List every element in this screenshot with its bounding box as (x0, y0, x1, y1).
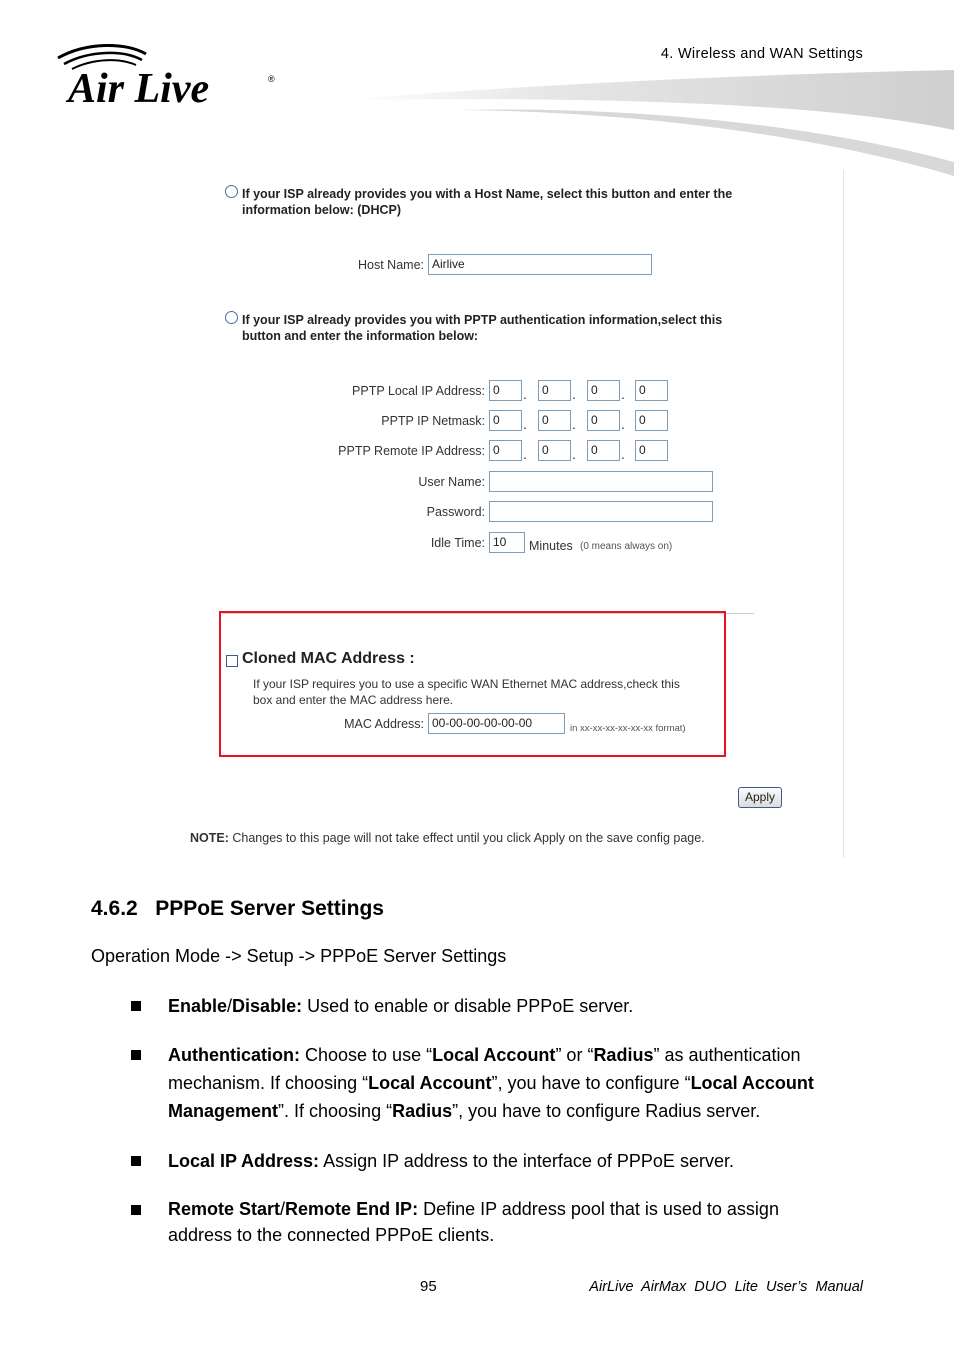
bullet-authentication (168, 1041, 868, 1125)
mac-format-hint: in xx-xx-xx-xx-xx-xx format) (570, 723, 686, 734)
pptp-remote-ip-octet-3[interactable]: 0 (587, 440, 620, 461)
chapter-header: 4. Wireless and WAN Settings (660, 46, 863, 62)
bullet-local-ip (168, 1147, 734, 1175)
screenshot-border (843, 170, 844, 858)
header-swoosh (340, 66, 954, 182)
ip-dot: . (621, 386, 625, 402)
pptp-netmask-octet-2[interactable]: 0 (538, 410, 571, 431)
pptp-local-ip-octet-1[interactable]: 0 (489, 380, 522, 401)
bullet-text: ” or “ (555, 1045, 594, 1065)
remote-line-1 (168, 1196, 868, 1222)
ip-dot: . (572, 416, 576, 432)
apply-button[interactable]: Apply (738, 787, 782, 808)
ip-dot: . (523, 446, 527, 462)
bullet-icon (131, 1050, 141, 1060)
cloned-mac-checkbox[interactable] (226, 655, 238, 667)
svg-text:Air Live: Air Live (68, 66, 210, 108)
pptp-local-ip-octet-4[interactable]: 0 (635, 380, 668, 401)
section-heading: 4.6.2 PPPoE Server Settings (91, 897, 384, 920)
cloned-mac-description (253, 676, 680, 708)
manual-title: AirLive AirMax DUO Lite User’s Manual (589, 1279, 863, 1295)
remote-line-2: address to the connected PPPoE clients. (168, 1225, 495, 1245)
slash: / (280, 1199, 286, 1219)
term-local-ip: Local IP Address: (168, 1151, 320, 1171)
cloned-mac-title: Cloned MAC Address : (242, 650, 415, 667)
auth-line-1 (168, 1041, 868, 1069)
minutes-hint: (0 means always on) (580, 541, 673, 552)
pptp-description (242, 312, 722, 344)
svg-text:®: ® (268, 74, 275, 84)
bullet-text: ”, you have to configure Radius server. (452, 1101, 761, 1121)
bullet-text: Define IP address pool that is used to assign (418, 1199, 779, 1219)
ip-dot: . (572, 386, 576, 402)
pptp-netmask-octet-3[interactable]: 0 (587, 410, 620, 431)
bullet-icon (131, 1001, 141, 1011)
password-label: Password: (426, 505, 485, 519)
operation-path: Operation Mode -> Setup -> PPPoE Server Settings (91, 946, 507, 966)
ip-dot: . (572, 446, 576, 462)
dhcp-description (242, 186, 732, 218)
bullet-text: Choose to use “ (300, 1045, 433, 1065)
pptp-text-line2: button and enter the information below: (242, 329, 479, 343)
term-remote-end: Remote End IP: (285, 1199, 419, 1219)
term-enable: Enable (168, 996, 228, 1016)
bullet-text: ” as authentication (653, 1045, 801, 1065)
bullet-icon (131, 1156, 141, 1166)
bullet-text: mechanism. If choosing “ (168, 1073, 369, 1093)
bullet-text: ”, you have to configure “ (491, 1073, 691, 1093)
bullet-remote-ip (168, 1196, 868, 1248)
bullet-text: Used to enable or disable PPPoE server. (302, 996, 634, 1016)
cloned-mac-desc-line1: If your ISP requires you to use a specific WAN Ethernet MAC address,check this (253, 677, 680, 691)
bullet-icon (131, 1205, 141, 1215)
slash: / (227, 996, 233, 1016)
bullet-text: ”. If choosing “ (278, 1101, 393, 1121)
pptp-local-ip-octet-2[interactable]: 0 (538, 380, 571, 401)
ip-dot: . (621, 446, 625, 462)
pptp-netmask-octet-4[interactable]: 0 (635, 410, 668, 431)
note-body: Changes to this page will not take effect until you click Apply on the save config page. (228, 831, 705, 845)
airlive-logo (56, 44, 286, 108)
auth-line-2 (168, 1069, 868, 1097)
mac-address-label: MAC Address: (344, 717, 424, 731)
bullet-text: Assign IP address to the interface of PPPoE server. (319, 1151, 734, 1171)
pptp-local-ip-label: PPTP Local IP Address: (352, 384, 485, 398)
term-local-account: Local Account (368, 1073, 492, 1093)
dhcp-text-line1: If your ISP already provides you with a Host Name, select this button and enter the (242, 187, 733, 201)
term-radius: Radius (392, 1101, 453, 1121)
ip-dot: . (523, 386, 527, 402)
note-text (190, 831, 705, 845)
host-name-input[interactable]: Airlive (428, 254, 652, 275)
term-radius: Radius (593, 1045, 654, 1065)
pptp-netmask-label: PPTP IP Netmask: (381, 414, 485, 428)
password-input[interactable] (489, 501, 713, 522)
mac-address-input[interactable]: 00-00-00-00-00-00 (428, 713, 565, 734)
user-name-input[interactable] (489, 471, 713, 492)
idle-time-label: Idle Time: (430, 536, 485, 550)
term-management: Management (168, 1101, 279, 1121)
auth-line-3 (168, 1097, 868, 1125)
dhcp-text-line2: information below: (DHCP) (242, 203, 402, 217)
pptp-remote-ip-octet-2[interactable]: 0 (538, 440, 571, 461)
term-local-account: Local Account (690, 1073, 814, 1093)
idle-time-input[interactable]: 10 (489, 532, 525, 553)
minutes-label: Minutes (529, 539, 573, 553)
bullet-enable-disable (168, 992, 633, 1020)
cloned-mac-desc-line2: box and enter the MAC address here. (253, 693, 454, 707)
term-remote-start: Remote Start (168, 1199, 281, 1219)
term-local-account: Local Account (432, 1045, 556, 1065)
pptp-local-ip-octet-3[interactable]: 0 (587, 380, 620, 401)
dhcp-radio[interactable] (225, 185, 238, 198)
pptp-remote-ip-octet-1[interactable]: 0 (489, 440, 522, 461)
user-name-label: User Name: (418, 475, 485, 489)
term-authentication: Authentication: (168, 1045, 300, 1065)
term-disable: Disable: (232, 996, 303, 1016)
pptp-text-line1: If your ISP already provides you with PPTP authentication information,select this (242, 313, 723, 327)
pptp-remote-ip-label: PPTP Remote IP Address: (338, 444, 485, 458)
ip-dot: . (523, 416, 527, 432)
pptp-netmask-octet-1[interactable]: 0 (489, 410, 522, 431)
pptp-remote-ip-octet-4[interactable]: 0 (635, 440, 668, 461)
ip-dot: . (621, 416, 625, 432)
page-number: 95 (420, 1278, 437, 1295)
host-name-label: Host Name: (358, 258, 424, 272)
note-prefix: NOTE: (190, 831, 229, 845)
pptp-radio[interactable] (225, 311, 238, 324)
